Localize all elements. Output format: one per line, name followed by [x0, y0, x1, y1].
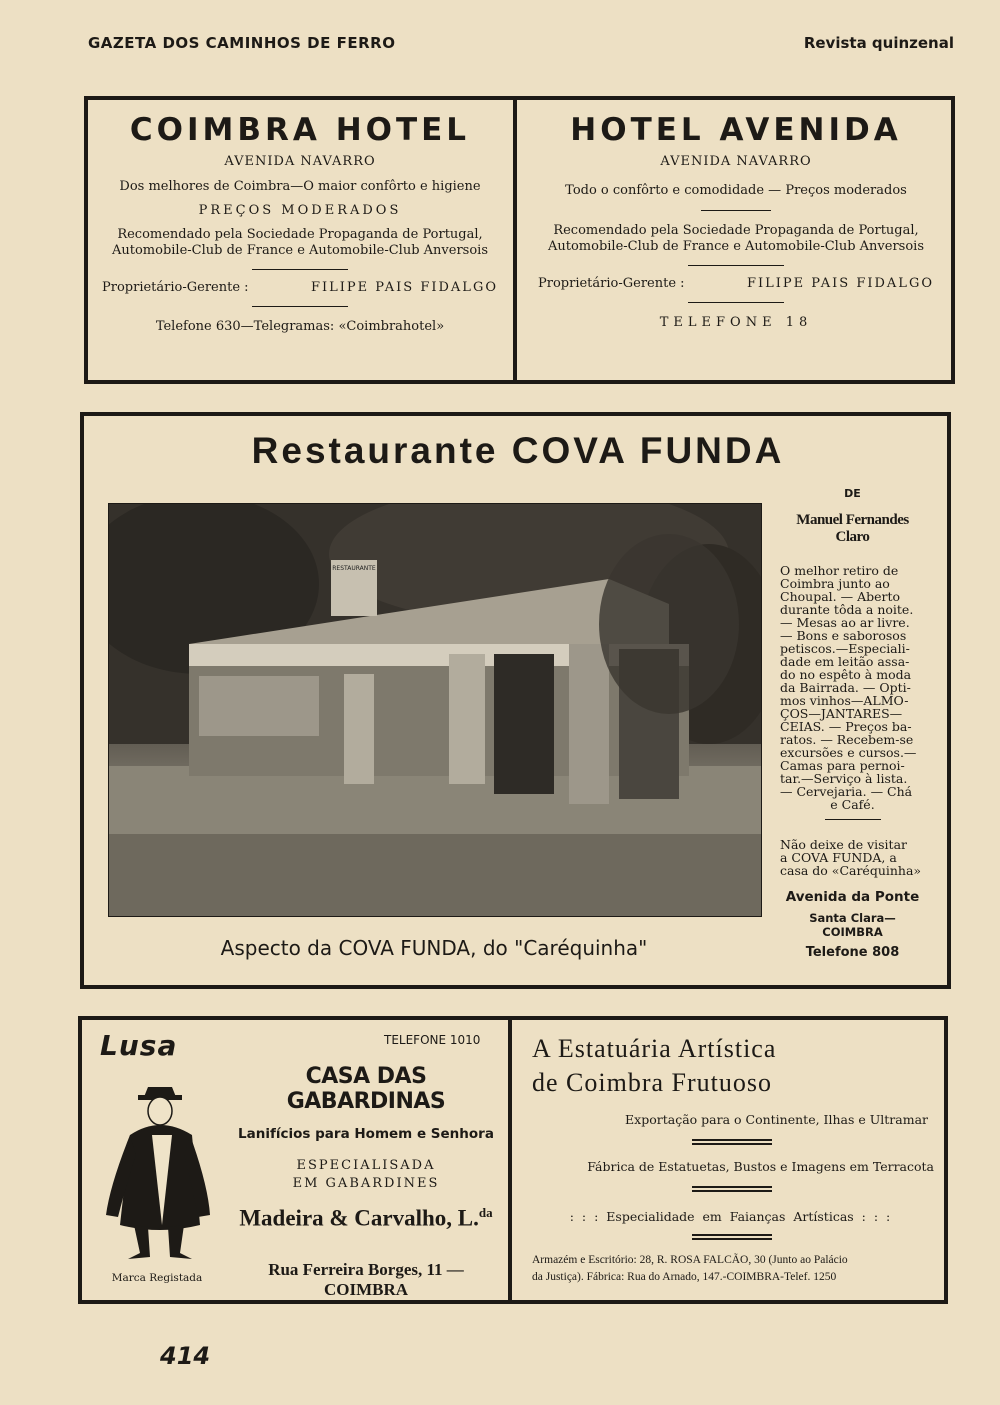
restaurant-description-line: Camas para pernoi- [780, 758, 905, 773]
running-subtitle: Revista quinzenal [803, 34, 954, 52]
estatuaria-address-2: da Justiça). Fábrica: Rua do Arnado, 147.-COIMBRA-Telef. 1250 [532, 1271, 837, 1283]
restaurant-photo-caption: Aspecto da COVA FUNDA, do "Caréquinha" [220, 936, 648, 960]
lusa-specialised-1: ESPECIALISADA [296, 1158, 436, 1173]
page-number: 414 [160, 1342, 211, 1370]
hotel-avenida-recommend-1: Recomendado pela Sociedade Propaganda de Portugal, [553, 223, 919, 238]
coimbra-hotel-rule [252, 269, 348, 270]
coimbra-hotel-owner-name: FILIPE PAIS FIDALGO [310, 280, 498, 295]
restaurant-description-line: ÇOS—JANTARES— [780, 706, 903, 721]
restaurant-photo [108, 503, 762, 917]
restaurant-city: Santa Clara—COIMBRA [809, 911, 896, 939]
hotel-avenida-owner [524, 276, 948, 291]
estatuaria-factory: Fábrica de Estatuetas, Bustos e Imagens em Terracota [587, 1159, 934, 1174]
lusa-logo: Lusa [100, 1029, 178, 1062]
estatuaria-export: Exportação para o Continente, Ilhas e Ultramar [625, 1112, 928, 1127]
restaurant-phone: Telefone 808 [805, 945, 900, 960]
lusa-trademark: Marca Registada [111, 1272, 203, 1284]
estatuaria-specialty: : : : Especialidade em Faianças Artísticas : : : [569, 1209, 891, 1224]
hotel-avenida-title: HOTEL AVENIDA [570, 112, 902, 148]
restaurant-description-line: Choupal. — Aberto [780, 589, 901, 604]
hotel-avenida-phone: TELEFONE 18 [659, 315, 813, 330]
restaurant-visit-line: Não deixe de visitar [780, 837, 908, 852]
lusa-company [226, 1205, 506, 1232]
lusa-company-name: Madeira & Carvalho, L. [239, 1205, 479, 1231]
lusa-specialised-2: EM GABARDINES [292, 1176, 440, 1191]
estatuaria-rule-3 [692, 1234, 772, 1236]
restaurant-description-line: dade em leitão assa- [780, 654, 910, 669]
coimbra-hotel-owner-label: Proprietário-Gerente : [102, 280, 249, 295]
restaurant-side-column [780, 487, 925, 960]
coimbra-hotel-recommend-2: Automobile-Club de France e Automobile-Club Anversois [111, 243, 489, 258]
estatuaria-rule-2b [692, 1190, 772, 1192]
restaurant-description-line: ratos. — Recebem-se [780, 732, 914, 747]
restaurant-description-line: durante tôda a noite. [780, 602, 914, 617]
hotel-avenida-rule-2 [688, 265, 784, 266]
coimbra-hotel-title: COIMBRA HOTEL [129, 112, 471, 148]
estatuaria-rule-2 [692, 1186, 772, 1188]
hotel-avenida-owner-name: FILIPE PAIS FIDALGO [746, 276, 934, 291]
estatuaria-rule-1b [692, 1143, 772, 1145]
restaurant-de: DE [844, 487, 861, 500]
hotel-avenida-recommend-2: Automobile-Club de France e Automobile-Club Anversois [547, 239, 925, 254]
restaurant-description-line: — Mesas ao ar livre. [780, 615, 910, 630]
estatuaria-title-2: de Coimbra Frutuoso [532, 1068, 772, 1097]
lusa-title: CASA DAS GABARDINAS [286, 1064, 446, 1114]
restaurant-description-line: mos vinhos—ALMO- [780, 693, 909, 708]
photo-sign-text: RESTAURANTE [332, 565, 376, 572]
lusa-subtitle: Lanifícios para Homem e Senhora [238, 1126, 494, 1142]
restaurant-description [780, 564, 925, 811]
running-title: GAZETA DOS CAMINHOS DE FERRO [88, 34, 396, 52]
restaurant-visit [780, 838, 925, 877]
restaurant-owner: Manuel Fernandes Claro [796, 512, 909, 545]
coimbra-hotel-rule-2 [252, 306, 348, 307]
hotel-avenida-ad [524, 112, 948, 330]
restaurant-visit-line: a COVA FUNDA, a [780, 850, 897, 865]
estatuaria-address-1: Armazém e Escritório: 28, R. ROSA FALCÃO, 30 (Junto ao Palácio [532, 1254, 848, 1266]
coimbra-hotel-owner [92, 280, 508, 295]
coimbra-hotel-recommend-1: Recomendado pela Sociedade Propaganda de Portugal, [117, 227, 483, 242]
coimbra-hotel-contact: Telefone 630—Telegramas: «Coimbrahotel» [155, 319, 445, 334]
hotel-avenida-owner-label: Proprietário-Gerente : [538, 276, 685, 291]
restaurant-street: Avenida da Ponte [785, 889, 920, 905]
restaurant-description-line: e Café. [830, 797, 875, 812]
lusa-company-suffix: da [478, 1205, 493, 1220]
lusa-mascot [100, 1075, 215, 1265]
coat-figure-icon [100, 1075, 215, 1265]
estatuaria-title-1: A Estatuária Artística [532, 1034, 777, 1063]
restaurant-title: Restaurante COVA FUNDA [251, 430, 785, 471]
restaurant-description-line: petiscos.—Especiali- [780, 641, 910, 656]
estatuaria-rule-1 [692, 1139, 772, 1141]
restaurant-description-line: CEIAS. — Preços ba- [780, 719, 912, 734]
restaurant-description-line: da Bairrada. — Opti- [780, 680, 911, 695]
coimbra-hotel-ad [92, 112, 508, 334]
hotel-avenida-tagline: Todo o confôrto e comodidade — Preços moderados [565, 183, 907, 198]
restaurant-description-line: O melhor retiro de [780, 563, 899, 578]
restaurant-description-line: excursões e cursos.— [780, 745, 917, 760]
hotel-avenida-address: AVENIDA NAVARRO [660, 154, 812, 169]
restaurant-building-illustration [109, 504, 761, 916]
restaurant-visit-line: casa do «Caréquinha» [780, 863, 922, 878]
coimbra-hotel-prices: PREÇOS MODERADOS [198, 203, 402, 218]
restaurant-description-line: — Cervejaria. — Chá [780, 784, 913, 799]
restaurant-description-line: — Bons e saborosos [780, 628, 907, 643]
restaurant-description-line: tar.—Serviço à lista. [780, 771, 908, 786]
restaurant-description-line: do no espêto à moda [780, 667, 912, 682]
restaurant-side-rule [825, 819, 881, 820]
restaurant-description-line: Coimbra junto ao [780, 576, 890, 591]
estatuaria-rule-3b [692, 1238, 772, 1240]
coimbra-hotel-address: AVENIDA NAVARRO [224, 154, 376, 169]
coimbra-hotel-tagline: Dos melhores de Coimbra—O maior confôrto e higiene [119, 179, 481, 194]
lusa-address: Rua Ferreira Borges, 11 — COIMBRA [268, 1260, 464, 1299]
bottom-ads-divider [508, 1016, 512, 1304]
hotel-avenida-rule-3 [688, 302, 784, 303]
lusa-phone: TELEFONE 1010 [384, 1033, 481, 1047]
hotel-avenida-rule-1 [701, 210, 771, 211]
hotels-divider [513, 96, 517, 384]
